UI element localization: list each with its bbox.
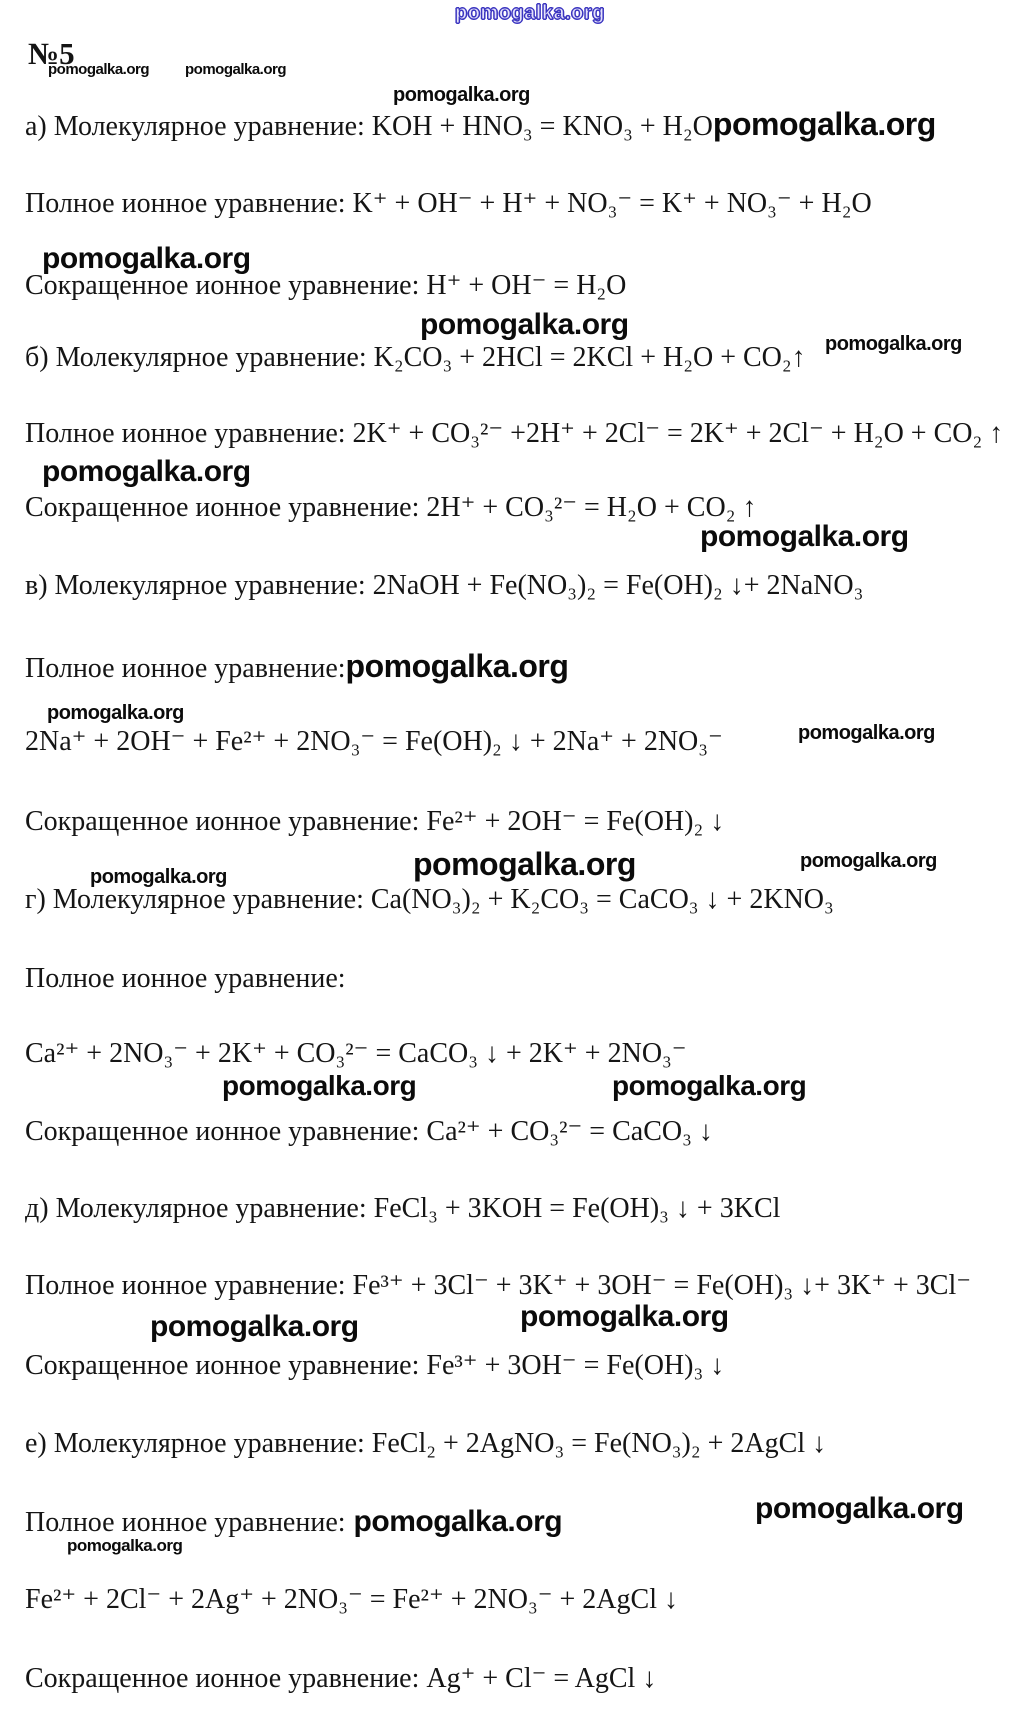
section-a-full-ionic-equation: Полное ионное уравнение: K⁺ + OH⁻ + H⁺ + NO₃⁻ = K⁺ + NO₃⁻ + H₂O [25,188,872,219]
watermark: pomogalka.org [712,106,936,142]
section-d-molecular-equation: д) Молекулярное уравнение: FeCl₃ + 3KOH = Fe(OH)₃ ↓ + 3KCl [25,1193,781,1224]
watermark: pomogalka.org [798,722,935,744]
watermark: pomogalka.org [825,333,962,355]
section-g-short-ionic-equation: Сокращенное ионное уравнение: Ca²⁺ + CO₃²⁻ = CaCO₃ ↓ [25,1116,713,1147]
watermark: pomogalka.org [185,61,287,78]
section-e-short-ionic-equation: Сокращенное ионное уравнение: Ag⁺ + Cl⁻ = AgCl ↓ [25,1663,657,1694]
watermark-blue: pomogalka.org [455,2,605,24]
watermark: pomogalka.org [48,61,150,78]
watermark: pomogalka.org [755,1492,964,1525]
section-e-molecular-equation: е) Молекулярное уравнение: FeCl₂ + 2AgNO₃ = Fe(NO₃)₂ + 2AgCl ↓ [25,1428,827,1459]
section-d-full-ionic-equation: Полное ионное уравнение: Fe³⁺ + 3Cl⁻ + 3K⁺ + 3OH⁻ = Fe(OH)₃ ↓+ 3K⁺ + 3Cl⁻ [25,1270,971,1301]
section-e-full-ionic-equation: Fe²⁺ + 2Cl⁻ + 2Ag⁺ + 2NO₃⁻ = Fe²⁺ + 2NO₃⁻ + 2AgCl ↓ [25,1584,678,1615]
section-g-molecular-equation: г) Молекулярное уравнение: Ca(NO₃)₂ + K₂CO₃ = CaCO₃ ↓ + 2KNO₃ [25,884,834,915]
watermark: pomogalka.org [393,84,530,106]
watermark: pomogalka.org [222,1070,417,1101]
section-v-full-ionic-equation: 2Na⁺ + 2OH⁻ + Fe²⁺ + 2NO₃⁻ = Fe(OH)₂ ↓ + 2Na⁺ + 2NO₃⁻ [25,726,723,757]
section-b-short-ionic-equation: Сокращенное ионное уравнение: 2H⁺ + CO₃²⁻ = H₂O + CO₂ ↑ [25,492,757,523]
watermark: pomogalka.org [42,242,251,275]
section-e-full-ionic-label-line [25,1505,562,1540]
section-b-molecular-equation: б) Молекулярное уравнение: K₂CO₃ + 2HCl = 2KCl + H₂O + CO₂↑ [25,342,806,373]
watermark: pomogalka.org [612,1070,807,1101]
watermark: pomogalka.org [353,1505,563,1538]
section-e-full-ionic-label: Полное ионное уравнение: [25,1507,346,1538]
task-number: №5 [28,36,75,71]
watermark: pomogalka.org [420,308,629,341]
section-g-full-ionic-equation: Ca²⁺ + 2NO₃⁻ + 2K⁺ + CO₃²⁻ = CaCO₃ ↓ + 2K⁺ + 2NO₃⁻ [25,1038,687,1069]
section-b-full-ionic-equation: Полное ионное уравнение: 2K⁺ + CO₃²⁻ +2H⁺ + 2Cl⁻ = 2K⁺ + 2Cl⁻ + H₂O + CO₂ ↑ [25,418,1004,449]
watermark: pomogalka.org [800,850,937,872]
watermark: pomogalka.org [345,648,569,684]
watermark: pomogalka.org [520,1300,729,1333]
section-d-short-ionic-equation: Сокращенное ионное уравнение: Fe³⁺ + 3OH⁻ = Fe(OH)₃ ↓ [25,1350,725,1381]
watermark: pomogalka.org [47,702,184,724]
section-v-full-ionic-label-line [25,648,568,685]
section-a-short-ionic-equation: Сокращенное ионное уравнение: H⁺ + OH⁻ = H₂O [25,270,627,301]
watermark: pomogalka.org [413,846,636,882]
watermark: pomogalka.org [700,520,909,553]
watermark: pomogalka.org [90,866,227,888]
section-v-molecular-equation: в) Молекулярное уравнение: 2NaOH + Fe(NO₃)₂ = Fe(OH)₂ ↓+ 2NaNO₃ [25,570,864,601]
watermark: pomogalka.org [150,1310,359,1343]
section-a-molecular-line [25,106,936,143]
section-a-molecular-equation: а) Молекулярное уравнение: KOH + HNO₃ = KNO₃ + H₂O [25,111,713,142]
watermark: pomogalka.org [67,1536,183,1555]
section-v-full-ionic-label: Полное ионное уравнение: [25,653,346,684]
section-v-short-ionic-equation: Сокращенное ионное уравнение: Fe²⁺ + 2OH⁻ = Fe(OH)₂ ↓ [25,806,725,837]
watermark: pomogalka.org [42,455,251,488]
section-g-full-ionic-label: Полное ионное уравнение: [25,963,346,994]
